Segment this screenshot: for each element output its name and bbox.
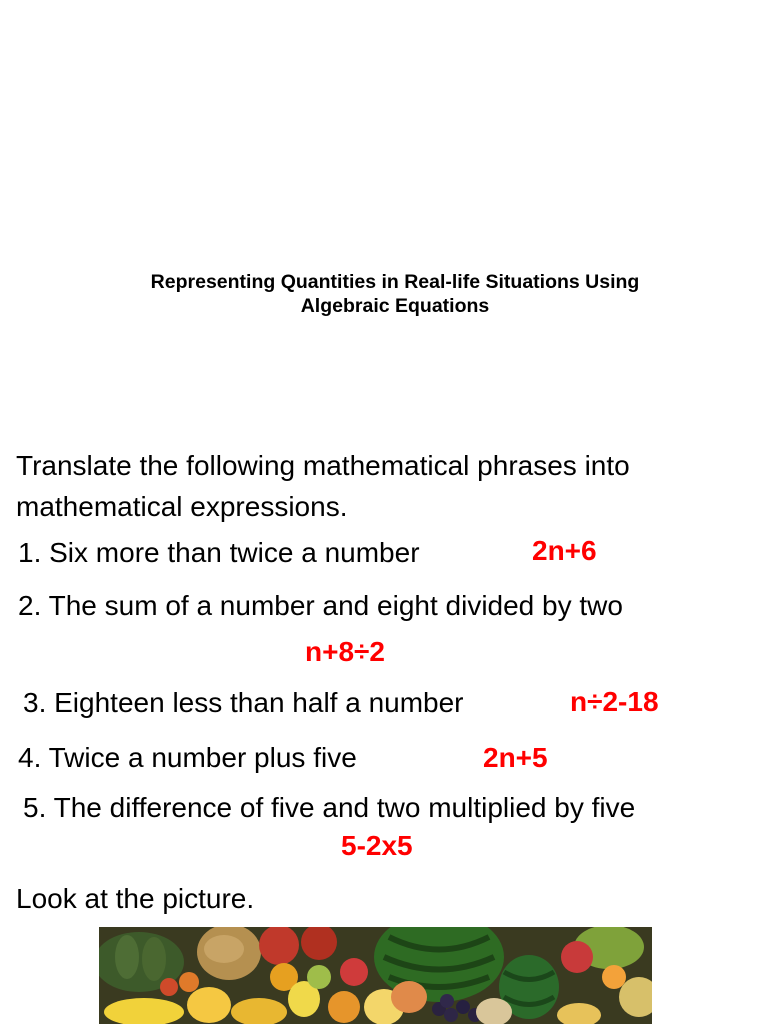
title-line-2: Algebraic Equations: [300, 295, 490, 317]
instructions-line-1: Translate the following mathematical phrases into: [16, 450, 630, 481]
instructions-line-2: mathematical expressions.: [16, 491, 348, 522]
page-title: [70, 270, 720, 318]
item-4-answer: 2n+5: [483, 742, 548, 773]
title-line-1: Representing Quantities in Real-life Situations Using: [150, 271, 640, 293]
item-1-answer: 2n+6: [532, 535, 597, 566]
item-2-text: 2. The sum of a number and eight divided by two: [18, 590, 623, 621]
look-prompt: Look at the picture.: [16, 883, 255, 914]
item-5-text: 5. The difference of five and two multiplied by five: [23, 792, 636, 823]
item-3-answer: n÷2-18: [570, 686, 659, 717]
item-4-text: 4. Twice a number plus five: [18, 742, 357, 773]
item-2-answer: n+8÷2: [305, 636, 385, 667]
item-3-text: 3. Eighteen less than half a number: [23, 687, 464, 718]
item-5-answer: 5-2x5: [341, 830, 413, 861]
fruit-image: [99, 927, 652, 1024]
item-1-text: 1. Six more than twice a number: [18, 537, 420, 568]
